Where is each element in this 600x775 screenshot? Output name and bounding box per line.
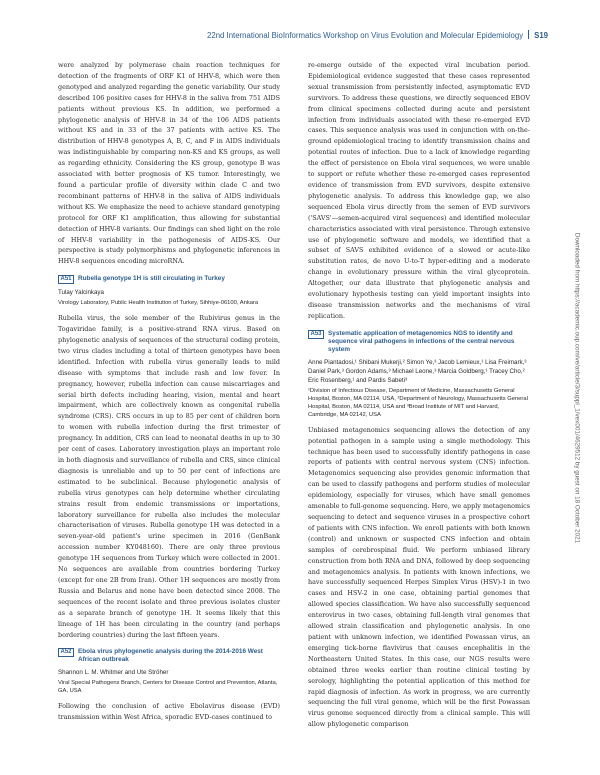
abstract-id-badge: A52 xyxy=(58,648,74,657)
abstract-a52-title xyxy=(58,648,280,664)
abstract-a51-authors: Tulay Yalcinkaya xyxy=(58,289,104,297)
abstract-a53-title xyxy=(308,330,530,354)
continued-paragraph: re-emerge outside of the expected viral incubation period. Epidemiological evidence suggested that these cases represented sexual transmission from persistently infected, asymptomatic EVD survivors. To address these questions, we directly sequenced EBOV from clinical specimens collected during acute and persistent infection from individuals associated with these re-emerged EVD cases. This sequence analysis was used in conjunction with on-the-ground epidemiological tracing to identify transmission chains and potential routes of infection. Due to a lack of knowledge regarding the effect of persistence on Ebola viral sequences, we were unable to support or refute whether these re-emerged cases represented evidence of transmission from EVD survivors, despite extensive phylogenetic analysis. To address this knowledge gap, we also sequenced Ebola virus directly from the semen of EVD survivors ('SAVS'—semen-acquired viral sequences) and identified molecular characteristics associated with viral persistence. Through extensive use of phylogenetic software and models, we identified that a subset of SAVS exhibited evidence of a slowed or acute-like substitution rates, de novo U-to-T hyper-editing and a moderate change in evolutionary pressure within the viral glycoprotein. Altogether, our data illustrate that phylogenetic analysis and evolutionary hypothesis testing can yield important insights into disease transmission networks and the mechanisms of viral replication. xyxy=(308,61,530,320)
abstract-a51-affiliation: Virology Laboratory, Public Health Institution of Turkey, Sihhiye-06100, Ankara xyxy=(58,300,259,307)
abstract-a53-body: Unbiased metagenomics sequencing allows the detection of any potential pathogen in a sample using a single methodology. This technique has been used to successfully identify pathogens in case reports of patients with central nervous system (CNS) infection. Metagenomics sequencing also provides genomic information that can be used to classify pathogens and perform studies of molecular epidemiology, especially for viruses, which have small genomes amenable to full-genome sequencing. Here, we apply metagenomics sequencing to detect and sequence viruses in a prospective cohort of patients with CNS infection. We enroll patients with both known (control) and unknown or suspected CNS infection and obtain samples of cerebrospinal fluid. We perform unbiased library construction from both RNA and DNA, followed by deep sequencing and metagenomics analysis. In patients with known infections, we have successfully sequenced Herpes Simplex Virus (HSV)-1 in two cases and HSV-2 in one case, obtaining partial genomes that allowed species classification. We have also successfully sequenced enterovirus in two cases, obtaining full-length viral genomes that allowed strain classification and phylogenetic analysis. In one patient with unknown infection, we identified Powassan virus, an emerging tick-borne flavivirus that causes encephalitis in the Northeastern United States. In this case, our NGS results were obtained three weeks earlier than routine clinical testing by serology, highlighting the potential application of this method for rapid diagnosis of infection. As work in progress, we are currently sequencing the full viral genome, which will be the first Powassan virus genome sequenced directly from a clinical sample. This will allow phylogenetic comparison xyxy=(308,425,530,729)
abstract-a52-authors: Shannon L. M. Whitmer and Ute Ströher xyxy=(58,669,169,677)
abstract-a51-body: Rubella virus, the sole member of the Rubivirus genus in the Togaviridae family, is a positive-strand RNA virus. Based on phylogenetic analysis of sequences of the structural coding protein, two virus clades including a total of thirteen genotypes have been identified. Infection with rubella virus generally leads to mild disease with symptoms that include rash and low fever. In pregnancy, however, rubella infection can cause miscarriages and serial birth defects including hearing, vision, mental and heart impairment, which are collectively known as congenital rubella syndrome (CRS). CRS occurs in up to 85 per cent of children born to women with rubella infection during the first trimester of pregnancy. In addition, CRS can lead to neonatal deaths in up to 30 per cent of cases. Laboratory investigation plays an important role in both diagnosis and surveillance of rubella and CRS, since clinical diagnosis is unreliable and up to 50 per cent of infections are estimated to be subclinical. Because phylogenetic analysis of rubella virus genotypes can help determine whether circulating strains result from endemic transmissions or importations, laboratory surveillance for rubella also includes the molecular characterisation of viruses. Rubella genotype 1H was detected in a seven-year-old patient's urine specimen in 2016 (GenBank accession number KY048160). There are only three previous genotype 1H sequences from Turkey which were collected in 2001. No sequences are available from countries bordering Turkey (except for one 2B from Iran). Other 1H sequences are mostly from Russia and Belarus and none have been detected since 2008. The sequences of the recent isolate and three previous isolates cluster as a separate branch of genotype 1H. It seems likely that this lineage of 1H has been circulating in the country (and perhaps bordering countries) during the last fifteen years. xyxy=(58,314,280,639)
right-column xyxy=(308,60,530,730)
abstract-title-text: Ebola virus phylogenetic analysis during the 2014-2016 West African outbreak xyxy=(78,648,263,664)
abstract-id-badge: A53 xyxy=(308,330,324,339)
header-separator xyxy=(528,30,529,39)
abstract-title-text: Rubella genotype 1H is still circulating in Turkey xyxy=(78,275,225,283)
left-column xyxy=(58,60,280,723)
abstract-a53-authors: Anne Piantadosi,¹ Shibani Mukerji,² Simon Ye,³ Jacob Lemieux,¹ Lisa Freimark,³ Daniel Park,³ Gordon Adams,³ Michael Leone,³ Marcia Goldberg,¹ Tracey Cho,² Eric Rosenberg,¹ and Pardis Sabeti³ xyxy=(308,358,527,384)
abstract-a52-affiliation: Viral Special Pathogens Branch, Centers for Disease Control and Prevention, Atlanta, GA, USA xyxy=(58,680,278,695)
download-watermark-text: Downloaded from https://academic.oup.com/ve/article/3/suppl_1/vex001/4629512 by guest on 18 October 2021 xyxy=(573,232,581,544)
abstract-title-text: Systematic application of metagenomics NGS to identify and sequence viral pathogens in infections of the central nervous system xyxy=(328,329,515,353)
page-number: S19 xyxy=(534,31,548,40)
intro-paragraph: were analyzed by polymerase chain reaction techniques for detection of the fragments of ORF K1 of HHV-8, which were then genotyped and analyzed regarding the genetic variability. Our study described 106 positive cases for HHV-8 in the saliva from 751 AIDS patients without previous KS. In addition, we performed a phylogenetic analysis of HHV-8 in 34 of the 106 AIDS patients without KS and in 33 of the 37 patients with active KS. The distribution of HHV-8 genotypes A, B, C, and F in AIDS individuals was indistinguishable by comparing non-KS and KS groups, as well as regarding ethnicity. Considering the KS group, genotype B was associated with better prognosis of KS tumor. Interestingly, we found a particular profile of diversity within clade C and two recombinant patterns of HHV-8 in the saliva of AIDS individuals without KS. We emphasize the need to achieve standard genotyping protocol for ORF K1 amplification, thus allowing for substantial detection of HHV-8 variants. Our findings can shed light on the role of HHV-8 variability in the pathogenesis of AIDS-KS. Our perspective is study polymorphisms and phylogenetic inferences in HHV-8 sequences encoding microRNA. xyxy=(58,61,280,266)
running-header xyxy=(0,30,548,40)
abstract-a53-affiliation: ¹Division of Infectious Disease, Department of Medicine, Massachusetts General Hospital, Boston, MA 02114, USA, ²Department of Neurology, Massachusetts General Hospital, Boston, MA 02114, USA and ³Broad Institute of MIT and Harvard, Cambridge, MA 02142, USA xyxy=(308,387,528,418)
abstract-a52-body: Following the conclusion of active Ebolavirus disease (EVD) transmission within West Africa, sporadic EVD-cases continued to xyxy=(58,702,280,722)
journal-title: 22nd International BioInformatics Workshop on Virus Evolution and Molecular Epidemiology xyxy=(207,31,524,40)
abstract-a51-title xyxy=(58,275,280,284)
abstract-id-badge: A51 xyxy=(58,275,74,284)
